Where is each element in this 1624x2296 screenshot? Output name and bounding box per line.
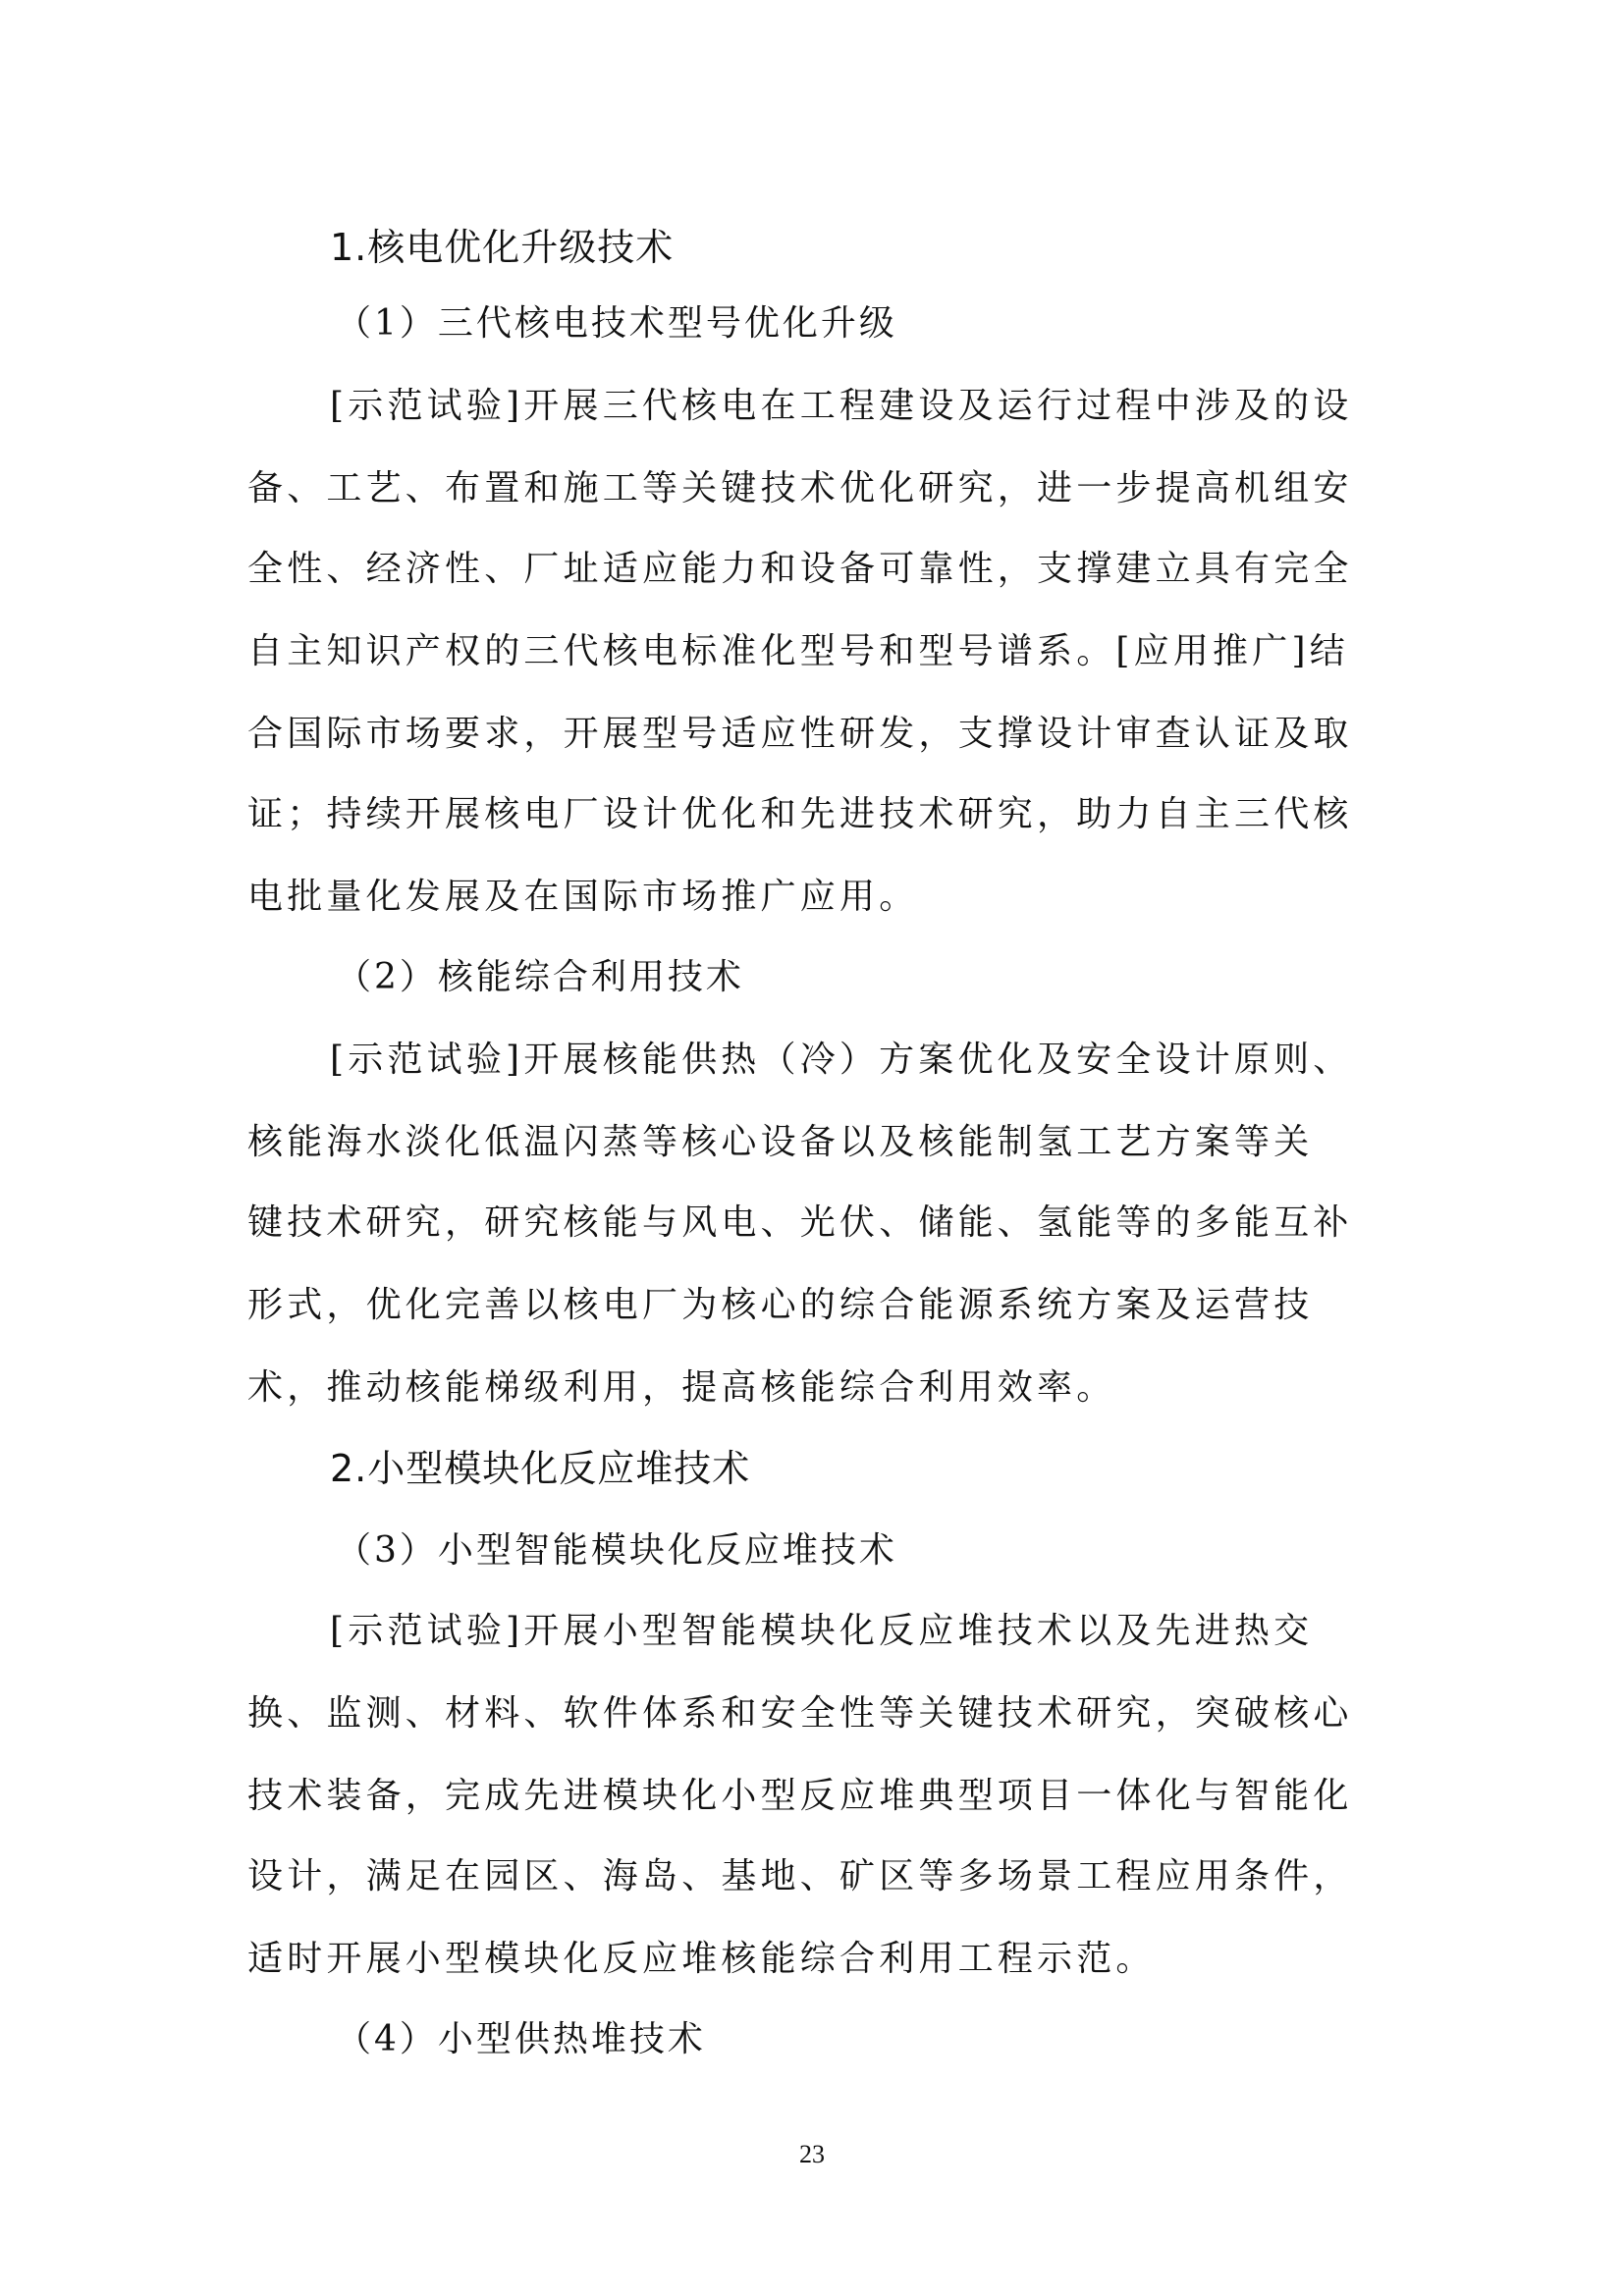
section-heading: 2.小型模块化反应堆技术 bbox=[330, 1447, 751, 1490]
subsection-title: （4）小型供热堆技术 bbox=[336, 2019, 706, 2059]
paragraph-line: 证；持续开展核电厂设计优化和先进技术研究，助力自主三代核 bbox=[247, 794, 1353, 834]
paragraph-line: 术，推动核能梯级利用，提高核能综合利用效率。 bbox=[247, 1367, 1116, 1408]
subsection-title: （3）小型智能模块化反应堆技术 bbox=[336, 1530, 897, 1571]
paragraph-line: 全性、经济性、厂址适应能力和设备可靠性，支撑建立具有完全 bbox=[247, 549, 1353, 589]
paragraph-line: 合国际市场要求，开展型号适应性研发，支撑设计审查认证及取 bbox=[247, 714, 1353, 754]
paragraph-line: 技术装备，完成先进模块化小型反应堆典型项目一体化与智能化 bbox=[247, 1776, 1353, 1816]
paragraph-line: 备、工艺、布置和施工等关键技术优化研究，进一步提高机组安 bbox=[247, 468, 1353, 508]
paragraph-line: 电批量化发展及在国际市场推广应用。 bbox=[247, 877, 919, 917]
paragraph-line: [示范试验]开展三代核电在工程建设及运行过程中涉及的设 bbox=[330, 386, 1353, 426]
paragraph-line: 设计，满足在园区、海岛、基地、矿区等多场景工程应用条件， bbox=[247, 1856, 1353, 1896]
paragraph-line: [示范试验]开展小型智能模块化反应堆技术以及先进热交 bbox=[330, 1611, 1314, 1651]
paragraph-line: 形式，优化完善以核电厂为核心的综合能源系统方案及运营技 bbox=[247, 1285, 1314, 1325]
paragraph-line: 自主知识产权的三代核电标准化型号和型号谱系。[应用推广]结 bbox=[247, 631, 1349, 671]
subsection-title: （1）三代核电技术型号优化升级 bbox=[336, 303, 897, 344]
section-heading: 1.核电优化升级技术 bbox=[330, 226, 675, 269]
page-number: 23 bbox=[799, 2140, 825, 2168]
paragraph-line: 核能海水淡化低温闪蒸等核心设备以及核能制氢工艺方案等关 bbox=[247, 1122, 1314, 1162]
paragraph-line: 适时开展小型模块化反应堆核能综合利用工程示范。 bbox=[247, 1939, 1156, 1979]
subsection-title: （2）核能综合利用技术 bbox=[336, 957, 744, 997]
paragraph-line: [示范试验]开展核能供热（冷）方案优化及安全设计原则、 bbox=[330, 1040, 1353, 1080]
paragraph-line: 键技术研究，研究核能与风电、光伏、储能、氢能等的多能互补 bbox=[247, 1202, 1353, 1243]
paragraph-line: 换、监测、材料、软件体系和安全性等关键技术研究，突破核心 bbox=[247, 1693, 1353, 1734]
